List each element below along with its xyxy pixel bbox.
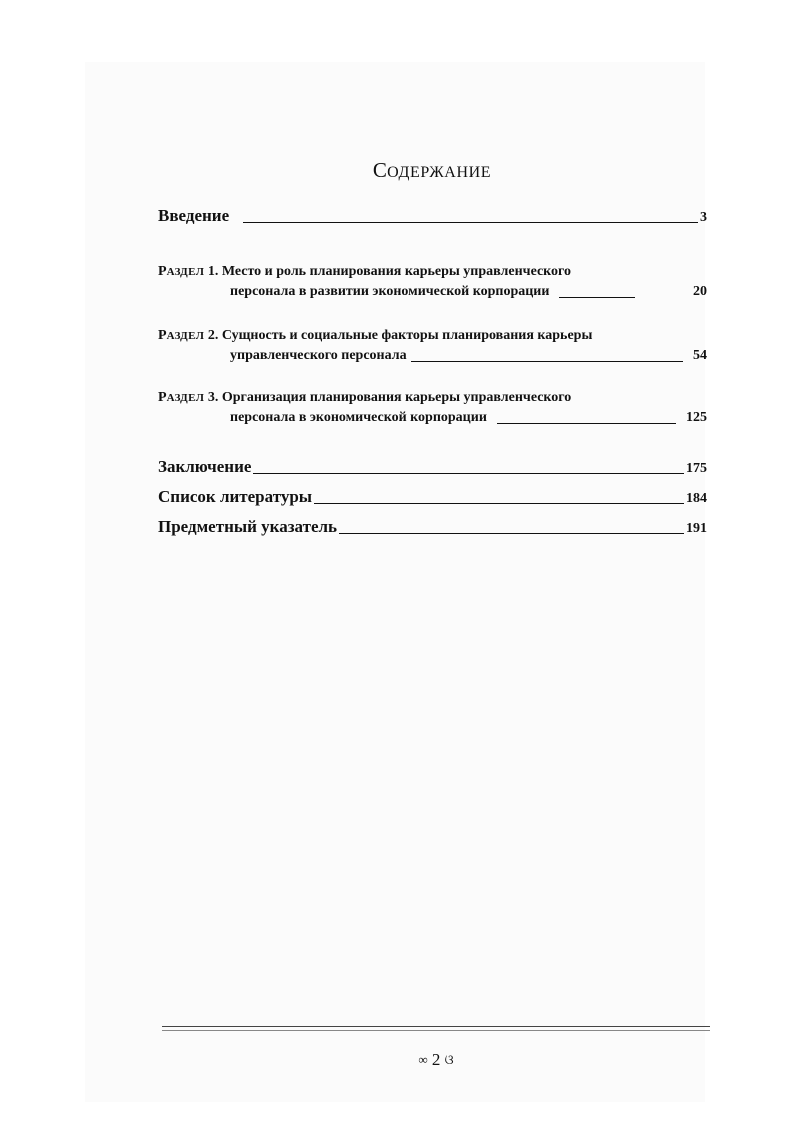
toc-entry-label: Список литературы [158, 487, 313, 506]
toc-entry-page: 3 [700, 210, 707, 225]
right-ornament-icon: ଓ [444, 1052, 454, 1067]
toc-entry-conclusion[interactable] [158, 457, 707, 477]
toc-entry-index[interactable] [158, 517, 707, 537]
section-title-line2-row [230, 346, 707, 365]
toc-title [0, 158, 793, 183]
section-title-line1: Организация планирования карьеры управленческого [221, 390, 572, 405]
toc-title-rest: ОДЕРЖАНИЕ [387, 164, 492, 181]
section-heading [158, 388, 707, 408]
section-prefix-cap: Р [158, 390, 167, 405]
toc-title-cap: С [372, 158, 388, 182]
footer-rule [162, 1030, 710, 1031]
toc-entry-page: 184 [686, 491, 707, 506]
section-prefix-cap: Р [158, 328, 167, 343]
toc-entry-page: 54 [693, 348, 707, 363]
leader-line [253, 473, 684, 474]
page-number: 2 [431, 1050, 441, 1069]
section-title-line2: персонала в развитии экономической корпорации [230, 284, 550, 299]
toc-entry-page: 175 [686, 461, 707, 476]
section-title-line1: Место и роль планирования карьеры управленческого [221, 264, 572, 279]
toc-entry-label: Заключение [158, 457, 252, 476]
toc-entry-label: Введение [158, 206, 230, 225]
section-title-line2: управленческого персонала [230, 348, 407, 363]
footer-rule [162, 1026, 710, 1027]
section-prefix-rest: АЗДЕЛ [166, 266, 205, 278]
leader-line [243, 222, 698, 223]
toc-entry-references[interactable] [158, 487, 707, 507]
toc-entry-page: 20 [693, 284, 707, 299]
section-title-line2-row [230, 408, 707, 427]
section-title-line2: персонала в экономической корпорации [230, 410, 487, 425]
toc-entry-label: Предметный указатель [158, 517, 338, 536]
section-number: 2. [207, 328, 219, 343]
toc-entry-section-3[interactable] [158, 388, 707, 427]
leader-line [314, 503, 684, 504]
section-title-line2-row [230, 282, 707, 301]
toc-entry-page: 125 [686, 410, 707, 425]
section-number: 3. [207, 390, 219, 405]
leader-line [339, 533, 684, 534]
leader-line [497, 423, 676, 424]
section-heading [158, 326, 707, 346]
section-number: 1. [207, 264, 219, 279]
toc-entry-intro[interactable] [158, 206, 707, 226]
section-heading [158, 262, 707, 282]
leader-line [411, 361, 683, 362]
toc-entry-page: 191 [686, 521, 707, 536]
toc-entry-section-1[interactable] [158, 262, 707, 301]
toc-entry-section-2[interactable] [158, 326, 707, 365]
page-footer [0, 1050, 793, 1070]
left-ornament-icon: ∞ [418, 1052, 428, 1067]
section-prefix-rest: АЗДЕЛ [166, 392, 205, 404]
section-prefix-rest: АЗДЕЛ [166, 330, 205, 342]
section-prefix-cap: Р [158, 264, 167, 279]
leader-line [559, 297, 635, 298]
section-title-line1: Сущность и социальные факторы планирования карьеры [221, 328, 593, 343]
